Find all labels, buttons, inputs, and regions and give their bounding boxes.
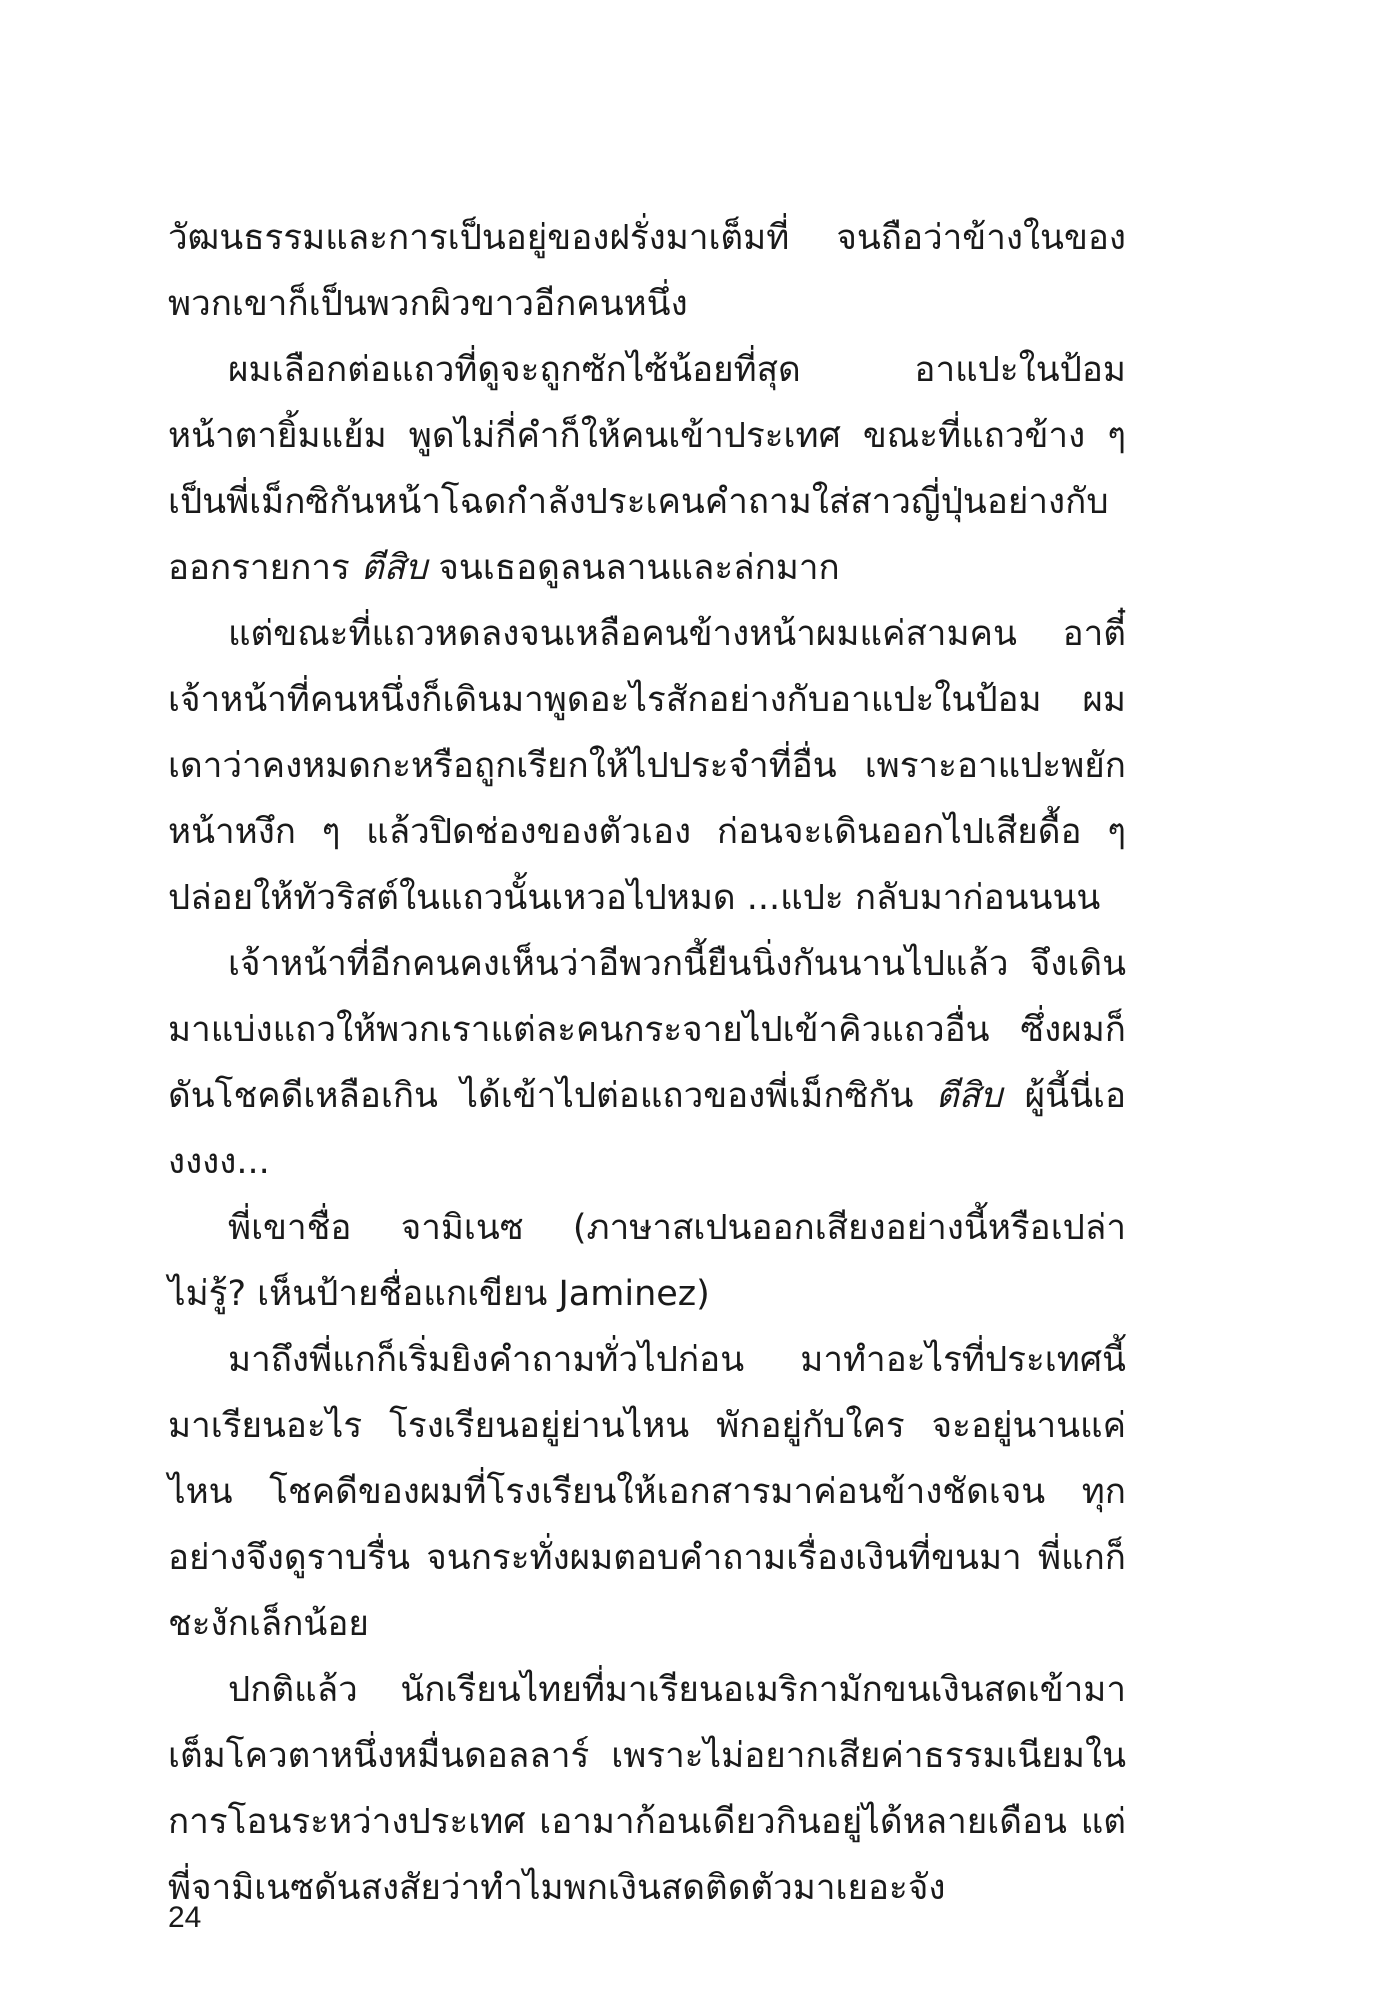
paragraph-4-italic-title: ตีสิบ xyxy=(935,1076,1003,1116)
paragraph-3 xyxy=(168,601,1126,931)
paragraph-4-text-b: ผู้นี้นี่เองงงง... xyxy=(168,1076,1126,1182)
paragraph-1 xyxy=(168,205,1126,337)
body-text xyxy=(168,205,1126,1921)
paragraph-2 xyxy=(168,337,1126,601)
paragraph-4 xyxy=(168,931,1126,1195)
paragraph-7-text: ปกติแล้ว นักเรียนไทยที่มาเรียนอเมริกามักขนเงินสดเข้ามาเต็มโควตาหนึ่งหมื่นดอลลาร์ เพราะไม่อยากเสียค่าธรรมเนียมในการโอนระหว่างประเทศ เอามาก้อนเดียวกินอยู่ได้หลายเดือน แต่พี่จามิเนซดันสงสัยว่าทำไมพกเงินสดติดตัวมาเยอะจัง xyxy=(168,1670,1126,1908)
paragraph-3-text: แต่ขณะที่แถวหดลงจนเหลือคนข้างหน้าผมแค่สามคน อาตี๋เจ้าหน้าที่คนหนึ่งก็เดินมาพูดอะไรสักอย่างกับอาแปะในป้อม ผมเดาว่าคงหมดกะหรือถูกเรียกให้ไปประจำที่อื่น เพราะอาแปะพยักหน้าหงึก ๆ แล้วปิดช่องของตัวเอง ก่อนจะเดินออกไปเสียดื้อ ๆ ปล่อยให้ทัวริสต์ในแถวนั้นเหวอไปหมด ...แปะ กลับมาก่อนนนน xyxy=(168,614,1126,918)
paragraph-6-text: มาถึงพี่แกก็เริ่มยิงคำถามทั่วไปก่อน มาทำอะไรที่ประเทศนี้ มาเรียนอะไร โรงเรียนอยู่ย่านไหน พักอยู่กับใคร จะอยู่นานแค่ไหน โชคดีของผมที่โรงเรียนให้เอกสารมาค่อนข้างชัดเจน ทุกอย่างจึงดูราบรื่น จนกระทั่งผมตอบคำถามเรื่องเงินที่ขนมา พี่แกก็ชะงักเล็กน้อย xyxy=(168,1340,1126,1644)
paragraph-2-text-a: ผมเลือกต่อแถวที่ดูจะถูกซักไซ้น้อยที่สุด อาแปะในป้อมหน้าตายิ้มแย้ม พูดไม่กี่คำก็ให้คนเข้าประเทศ ขณะที่แถวข้าง ๆ เป็นพี่เม็กซิกันหน้าโฉดกำลังประเคนคำถามใส่สาวญี่ปุ่นอย่างกับออกรายการ xyxy=(168,350,1126,588)
page-number: 24 xyxy=(168,1901,202,1934)
paragraph-2-text-b: จนเธอดูลนลานและล่กมาก xyxy=(427,548,840,588)
paragraph-2-italic-title: ตีสิบ xyxy=(360,548,428,588)
paragraph-6 xyxy=(168,1327,1126,1657)
paragraph-7 xyxy=(168,1657,1126,1921)
paragraph-4-text-a: เจ้าหน้าที่อีกคนคงเห็นว่าอีพวกนี้ยืนนิ่งกันนานไปแล้ว จึงเดินมาแบ่งแถวให้พวกเราแต่ละคนกระจายไปเข้าคิวแถวอื่น ซึ่งผมก็ดันโชคดีเหลือเกิน ได้เข้าไปต่อแถวของพี่เม็กซิกัน xyxy=(168,944,1126,1116)
paragraph-5-text: พี่เขาชื่อ จามิเนซ (ภาษาสเปนออกเสียงอย่างนี้หรือเปล่าไม่รู้? เห็นป้ายชื่อแกเขียน Jaminez) xyxy=(168,1208,1126,1314)
paragraph-5 xyxy=(168,1195,1126,1327)
paragraph-1-text: วัฒนธรรมและการเป็นอยู่ของฝรั่งมาเต็มที่ จนถือว่าข้างในของพวกเขาก็เป็นพวกผิวขาวอีกคนหนึ่ง xyxy=(168,218,1126,324)
